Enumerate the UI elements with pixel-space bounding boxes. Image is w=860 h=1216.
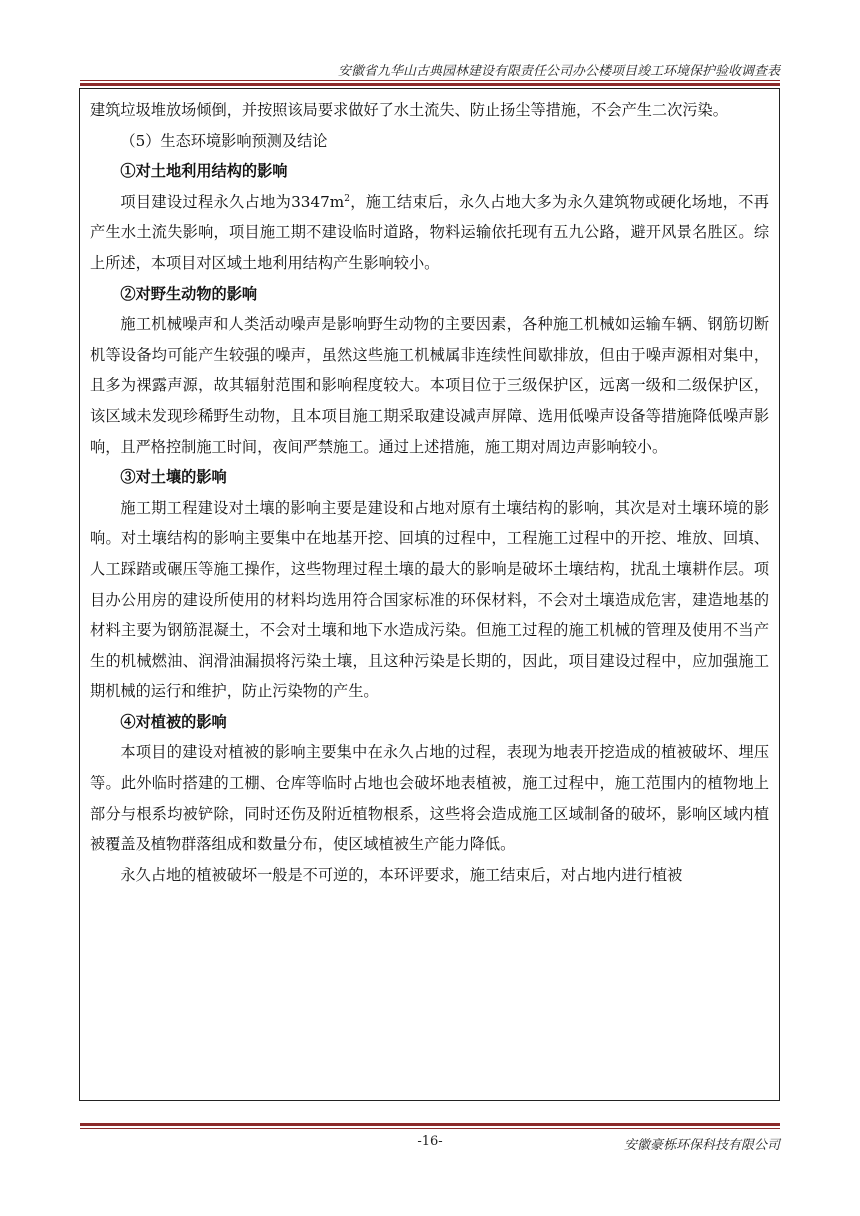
heading-soil: ③对土壤的影响 [120, 468, 227, 487]
heading-vegetation: ④对植被的影响 [120, 712, 227, 731]
paragraph-land-use-a: 项目建设过程永久占地为3347m [120, 192, 345, 211]
paragraph-continuation: 建筑垃圾堆放场倾倒，并按照该局要求做好了水土流失、防止扬尘等措施，不会产生二次污染。 [90, 101, 728, 119]
heading-wildlife: ②对野生动物的影响 [120, 284, 258, 303]
paragraph-land-use-b: ，施工结束后，永久占地大多为永久建筑物或硬化场地，不再产生水土流失影响，项目施工期不建设临时道路，物料运输依托现有五九公路，避开风景名胜区。综上所述，本项目对区域土地利用结构产生影响较小。 [90, 192, 769, 272]
footer-rule [80, 1128, 780, 1129]
paragraph-vegetation: 本项目的建设对植被的影响主要集中在永久占地的过程，表现为地表开挖造成的植被破坏、埋压等。此外临时搭建的工棚、仓库等临时占地也会破坏地表植被，施工过程中，施工范围内的植物地上部分与根系均被铲除，同时还伤及附近植物根系，这些将会造成施工区域制备的破坏，影响区域内植被覆盖及植物群落组成和数量分布，使区域植被生产能力降低。 [90, 743, 769, 854]
header-rule-thick [80, 83, 780, 86]
header-title: 安徽省九华山古典园林建设有限责任公司办公楼项目竣工环境保护验收调查表 [337, 64, 780, 79]
paragraph-land-use [90, 187, 769, 279]
header-rule [80, 80, 780, 81]
section-heading: （5）生态环境影响预测及结论 [120, 131, 328, 150]
paragraph-wildlife: 施工机械噪声和人类活动噪声是影响野生动物的主要因素，各种施工机械如运输车辆、钢筋切断机等设备均可能产生较强的噪声，虽然这些施工机械属非连续性间歇排放，但由于噪声源相对集中，且多为裸露声源，故其辐射范围和影响程度较大。本项目位于三级保护区，远离一级和二级保护区，该区域未发现珍稀野生动物，且本项目施工期采取建设减声屏障、选用低噪声设备等措施降低噪声影响，且严格控制施工时间，夜间严禁施工。通过上述措施，施工期对周边声影响较小。 [90, 315, 769, 456]
footer-company: 安徽豪栎环保科技有限公司 [623, 1138, 780, 1153]
heading-land-use: ①对土地利用结构的影响 [120, 162, 288, 181]
content-frame [79, 88, 780, 1101]
footer-rule-thick [80, 1123, 780, 1126]
superscript-2: 2 [344, 193, 350, 204]
page-number: -16- [417, 1134, 443, 1149]
paragraph-vegetation-continued: 永久占地的植被破坏一般是不可逆的，本环评要求，施工结束后，对占地内进行植被 [120, 865, 683, 884]
paragraph-soil: 施工期工程建设对土壤的影响主要是建设和占地对原有土壤结构的影响，其次是对土壤环境的影响。对土壤结构的影响主要集中在地基开挖、回填的过程中，工程施工过程中的开挖、堆放、回填、人工踩踏或碾压等施工操作，这些物理过程土壤的最大的影响是破坏土壤结构，扰乱土壤耕作层。项目办公用房的建设所使用的材料均选用符合国家标准的环保材料，不会对土壤造成危害，建造地基的材料主要为钢筋混凝土，不会对土壤和地下水造成污染。但施工过程的施工机械的管理及使用不当产生的机械燃油、润滑油漏损将污染土壤，且这种污染是长期的，因此，项目建设过程中，应加强施工期机械的运行和维护，防止污染物的产生。 [90, 498, 769, 701]
